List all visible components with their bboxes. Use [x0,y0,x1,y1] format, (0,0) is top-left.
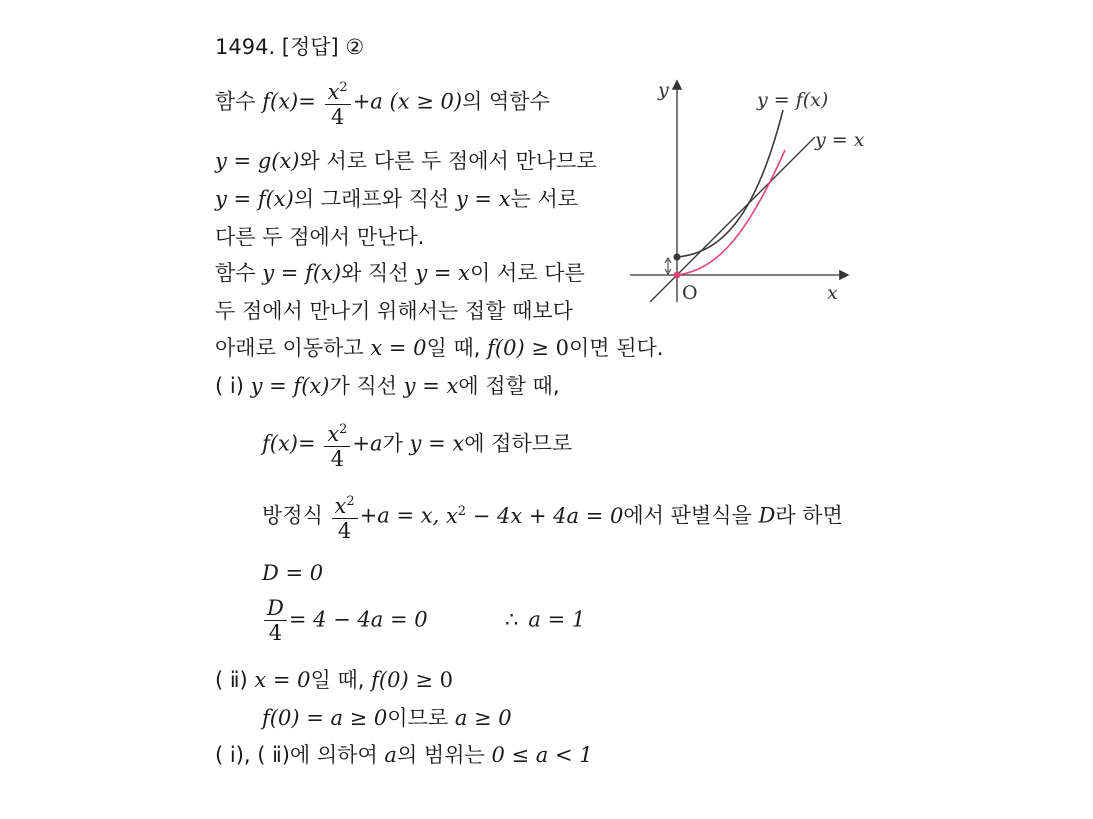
math-y-eq: y = [215,187,252,211]
exp: 2 [346,494,355,509]
label-x: x [827,282,838,304]
math-ge0: ≥ 0 [408,668,453,692]
math-f-x: f(x) [257,187,294,211]
line-1 [215,76,550,129]
text: 의 역함수 [462,89,550,114]
point-origin [674,272,681,279]
math-y-eq: y = [403,374,440,398]
text: 이 서로 다른 [469,261,585,285]
case-marker: ( ⅱ) [215,668,248,692]
math-x: x [458,261,470,285]
frac-num [324,418,350,447]
math-y-eq: y = [262,261,299,285]
math-x-eq-0: x = 0 [254,668,311,692]
math-eq: = [298,89,316,114]
exp: 2 [457,503,467,519]
line-14 [262,705,512,731]
math-y-eq: y = [415,261,452,285]
x: x [327,80,340,104]
math-y-eq: y = [455,187,493,211]
text: 와 서로 다른 두 점에서 만나므로 [299,149,597,173]
text: 함수 [215,89,263,114]
math-x: x [446,374,459,398]
math-x-eq-0: x = 0 [370,336,427,360]
math-f-x: f(x) [262,89,299,114]
math-y-eq: y = [250,374,287,398]
frac-den: 4 [268,621,283,645]
math-D: D [758,503,776,528]
x: x [445,503,458,528]
problem-header: 1494. [정답] ② [215,35,365,59]
math-ge0: ≥ 0 [524,336,569,360]
math-frac-tail: = 4 − 4a = 0 [288,607,428,632]
text: 일 때, [310,668,372,692]
disc-tail: − 4x + 4a = 0 [466,503,624,528]
therefore-symbol: ∴ [505,607,519,632]
math-f0: f(0) [371,668,409,692]
math-x: x [498,187,511,211]
frac-den: 4 [330,447,345,471]
math-y-eq: y = [215,149,252,173]
math-y-eq: y = [409,431,446,456]
math-f0-eq-a: f(0) = a ≥ 0 [262,706,388,730]
label-curve-f: y = f(x) [757,89,829,111]
line-13 [215,667,453,693]
math-plus-a: +a [352,89,383,114]
math-f0: f(0) [487,336,525,360]
math-plus-a: +a [352,431,383,456]
frac-num: D [264,596,287,621]
fraction-x2-over-4 [324,418,350,471]
line-6: 두 점에서 만나기 위해서는 접할 때보다 [215,299,573,323]
text: 에 접할 때, [458,374,560,398]
text: 는 서로 [510,187,579,211]
line-10 [262,490,843,543]
line-2 [215,148,597,174]
text: 와 직선 [341,261,416,285]
math-eqn: +a = x, [359,503,440,528]
text: 함수 [215,261,263,285]
curve-f [677,110,783,257]
math-disc [446,504,623,528]
line-12 [262,596,585,645]
text: ( ⅰ), ( ⅱ)에 의하여 [215,743,385,767]
line-3 [215,186,578,212]
math-a-eq-1: a = 1 [528,607,586,632]
text: 의 범위는 [396,743,492,767]
text: 방정식 [262,503,330,528]
math-x: x [452,431,465,456]
fraction-D-over-4 [264,596,287,645]
math-range: 0 ≤ a < 1 [491,743,593,767]
point-f0 [674,254,681,261]
text: 라 하면 [775,503,843,528]
math-g-x: g(x) [257,149,300,173]
math-a: a [384,743,397,767]
fraction-x2-over-4 [332,490,358,543]
label-y: y [658,79,669,101]
math-f-x: f(x) [262,431,299,456]
text: 가 [382,431,410,456]
text: 아래로 이동하고 [215,336,371,360]
frac-den: 4 [330,105,345,129]
text: 가 직선 [329,374,404,398]
exp: 2 [339,422,348,437]
fraction-x2-over-4 [325,76,351,129]
x: x [334,494,347,518]
label-line: y = x [815,129,865,151]
line-7 [215,335,663,361]
text: 이면 된다. [568,336,664,360]
case-marker: ( ⅰ) [215,374,244,398]
curve-shifted [677,150,785,275]
text: 일 때, [426,336,488,360]
frac-den: 4 [337,519,352,543]
line-9 [262,418,572,471]
line-15 [215,742,593,768]
label-origin: O [682,282,698,304]
graph-figure [615,70,875,310]
line-8 [215,373,560,399]
text: 이므로 [387,706,455,730]
frac-num [325,76,351,105]
math-eq: = [298,431,316,456]
line-5 [215,260,585,286]
math-D-eq-0: D = 0 [262,561,324,585]
line-11 [262,560,323,586]
exp: 2 [339,80,348,95]
math-f-x: f(x) [293,374,330,398]
math-a-ge-0: a ≥ 0 [454,706,512,730]
text: 에서 판별식을 [623,503,759,528]
math-f-x: f(x) [305,261,342,285]
text: 의 그래프와 직선 [293,187,456,211]
text: 에 접하므로 [464,431,573,456]
frac-num [332,490,358,519]
line-4: 다른 두 점에서 만난다. [215,225,425,249]
math-condition: (x ≥ 0) [389,89,463,114]
x: x [327,422,340,446]
